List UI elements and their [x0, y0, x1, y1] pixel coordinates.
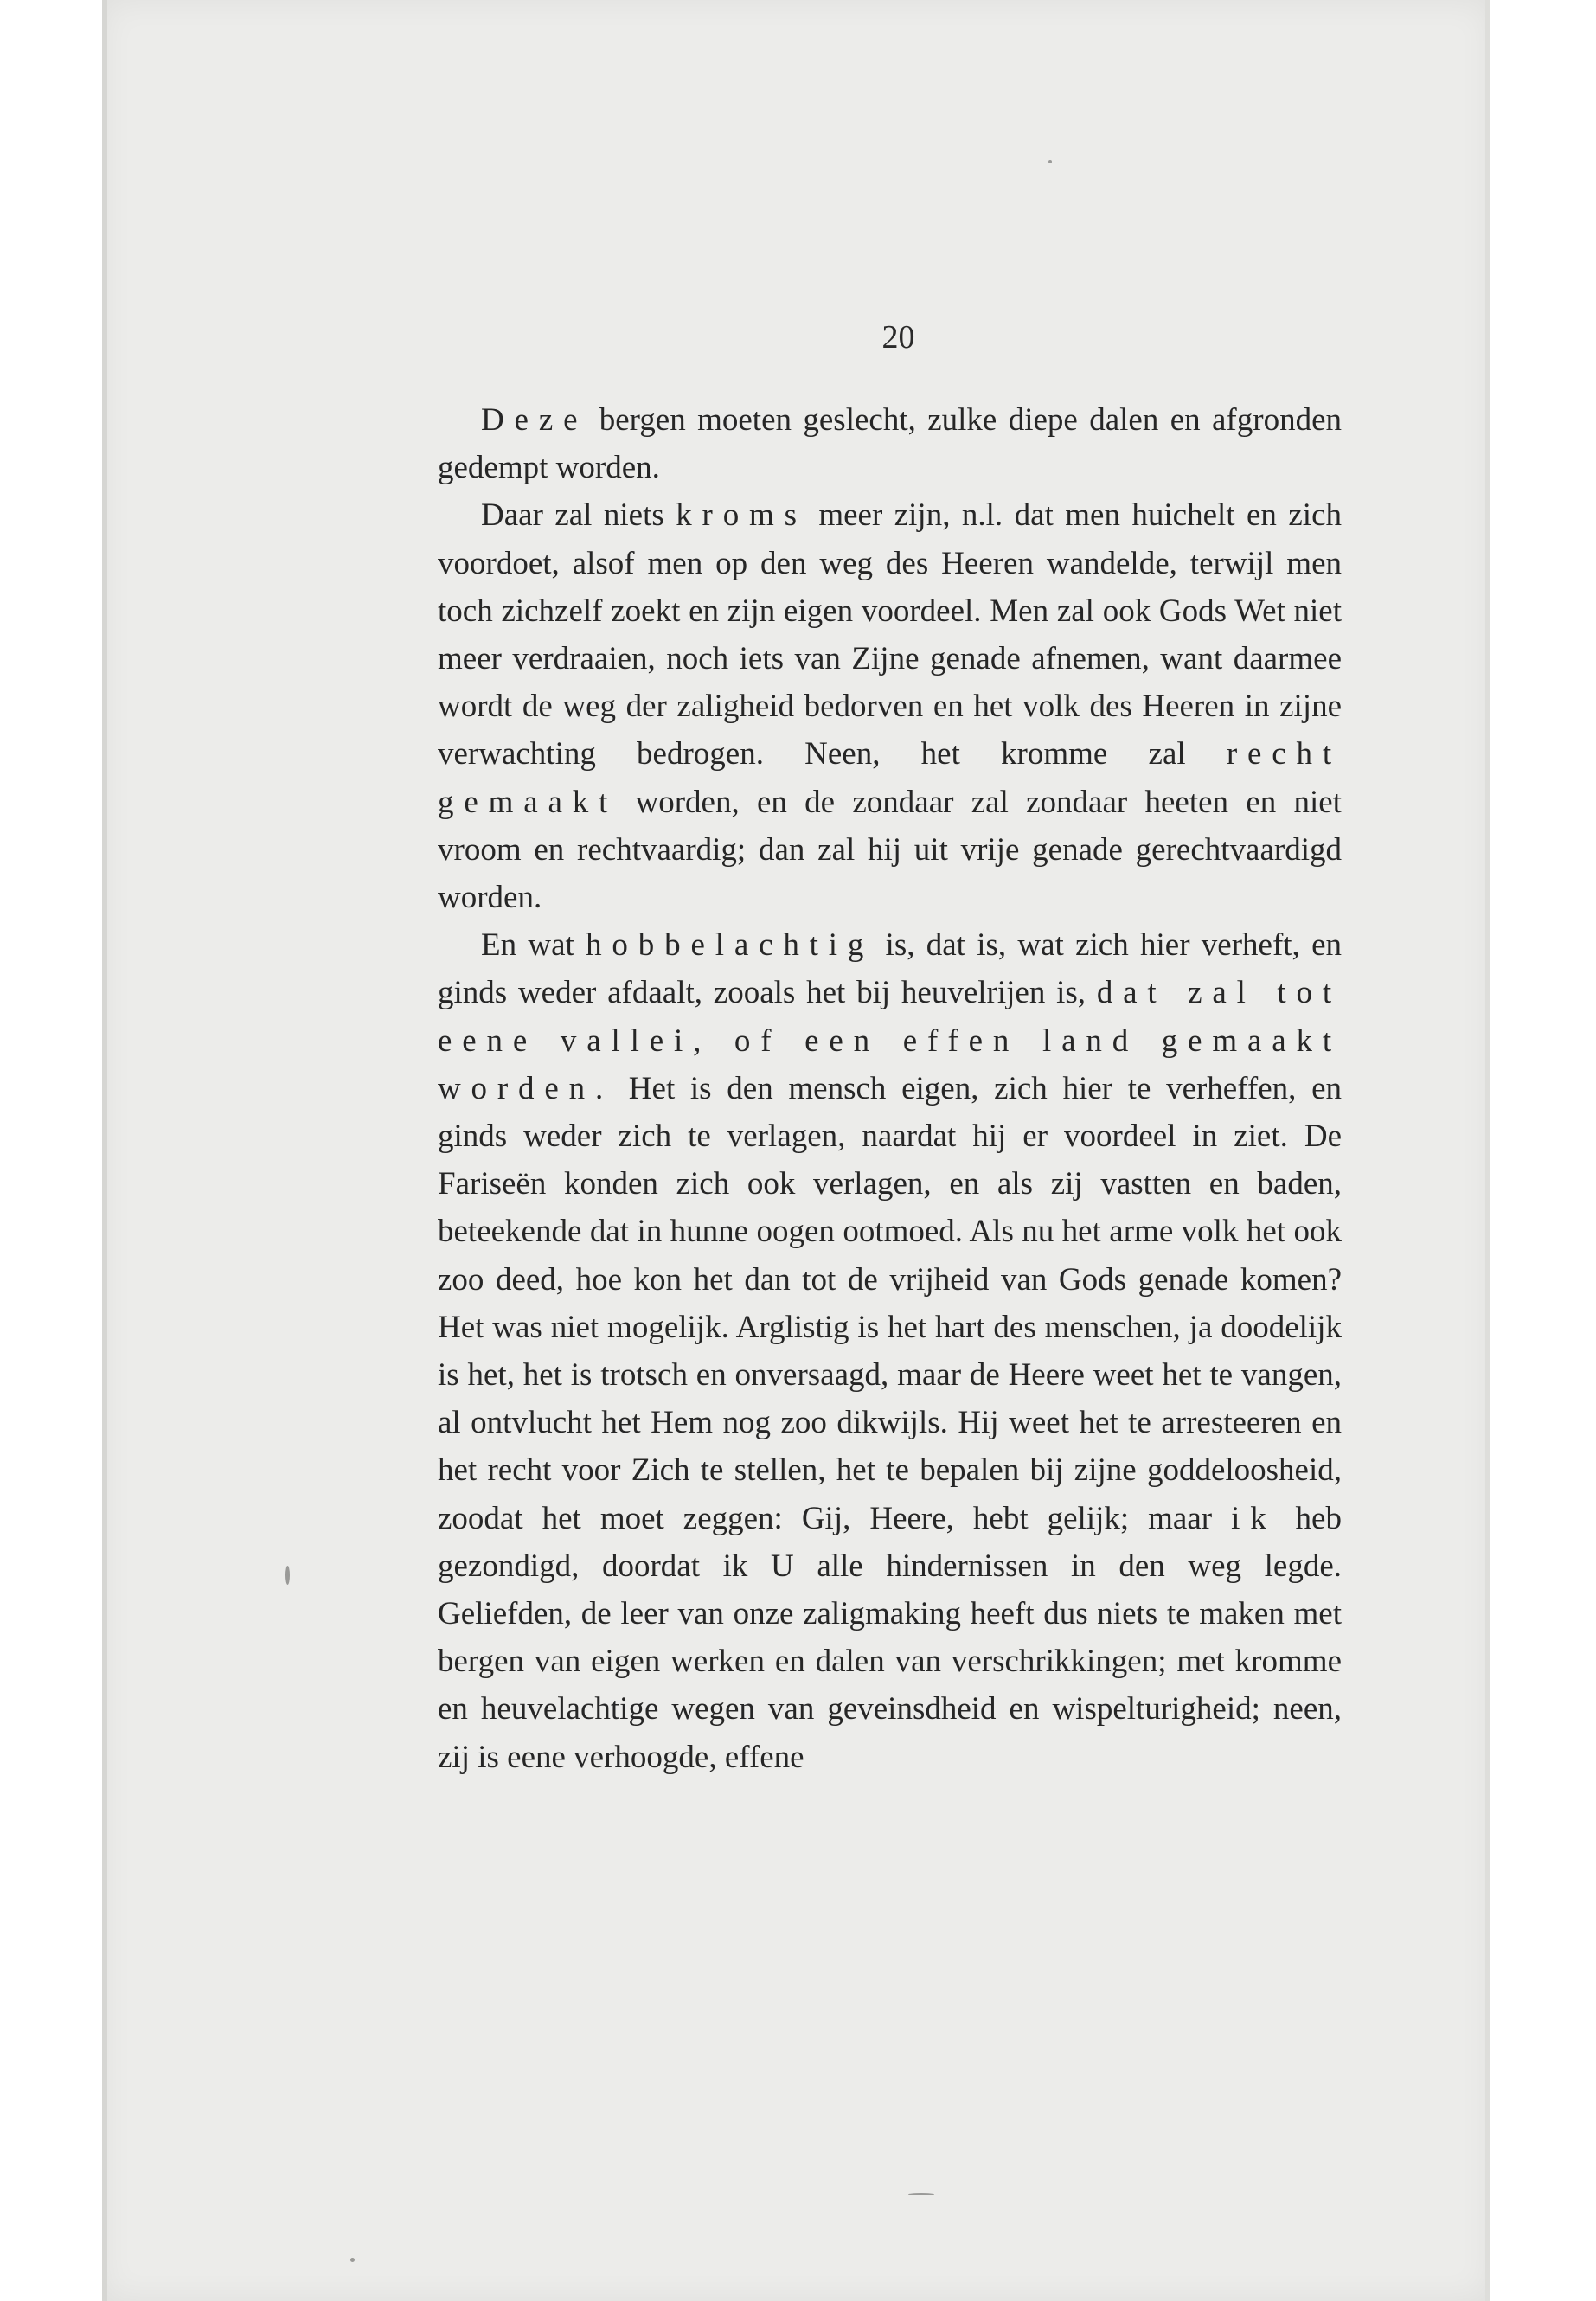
text-run: Daar zal niets [481, 497, 676, 534]
paragraph [438, 921, 1342, 1781]
scan-speck [908, 2193, 934, 2195]
text-run: worden, en de zondaar zal zondaar heeten en niet vroom en rechtvaardig; dan zal hij uit vrije genade gerechtvaardigd worden. [438, 784, 1342, 916]
text-run: heb gezondigd, doordat ik U alle hindernissen in den weg legde. Geliefden, de leer van onze zaligmaking heeft dus niets te maken met bergen van eigen werken en dalen van verschrikkingen; met kromme en heuvelachtige wegen van geveinsdheid en wispelturigheid; neen, zij is eene verhoogde, effene [438, 1500, 1342, 1775]
paragraph [438, 491, 1342, 921]
scan-speck [350, 2258, 355, 2262]
spaced-emphasis-text: dat zal tot eene vallei, of een effen land gemaakt worden. [438, 975, 1342, 1106]
text-run: is, dat is, wat zich hier verheft, en ginds weder afdaalt, zooals het bij heuvelrijen is, [438, 927, 1342, 1011]
text-run: En wat [481, 927, 586, 964]
spaced-emphasis-text: recht gemaakt [438, 736, 1342, 820]
body-text [438, 396, 1342, 1781]
scan-speck [1048, 160, 1052, 163]
text-run: bergen moeten geslecht, zulke diepe dalen en afgronden gedempt worden. [438, 402, 1342, 486]
spaced-emphasis-text: kroms [676, 497, 807, 534]
spaced-emphasis-text: ik [1231, 1500, 1277, 1536]
page-number: 20 [881, 319, 915, 356]
text-run: meer zijn, n.l. dat men huichelt en zich voordoet, alsof men op den weg des Heeren wandelde, terwijl men toch zichzelf zoekt en zijn eigen voordeel. Men zal ook Gods Wet niet meer verdraaien, noch iets van Zijne genade afnemen, want daarmee wordt de weg der zaligheid bedorven en het volk des Heeren in zijne verwachting bedrogen. Neen, het kromme zal [438, 497, 1342, 772]
spaced-emphasis-text: hobbelachtig [586, 927, 875, 964]
text-run: Het is den mensch eigen, zich hier te verheffen, en ginds weder zich te verlagen, naardat hij er voordeel in ziet. De Fariseën konden zich ook verlagen, en als zij vastten en baden, beteekende dat in hunne oogen ootmoed. Als nu het arme volk het ook zoo deed, hoe kon het dan tot de vrijheid van Gods genade komen? Het was niet mogelijk. Arglistig is het hart des menschen, ja doodelijk is het, het is trotsch en onversaagd, maar de Heere weet het te vangen, al ontvlucht het Hem nog zoo dikwijls. Hij weet het te arresteeren en het recht voor Zich te stellen, het te bepalen bij zijne goddeloosheid, zoodat het moet zeggen: Gij, Heere, hebt gelijk; maar [438, 1070, 1342, 1536]
scan-speck [285, 1566, 290, 1585]
paragraph [438, 396, 1342, 491]
spaced-emphasis-text: Deze [481, 402, 588, 438]
